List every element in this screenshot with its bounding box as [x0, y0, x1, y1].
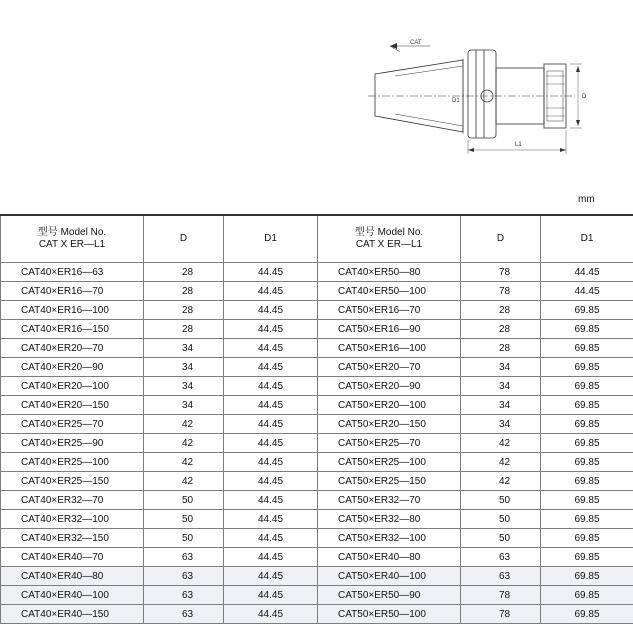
cell-d1: 69.85	[541, 320, 633, 339]
cell-d1: 69.85	[541, 453, 633, 472]
cell-d: 42	[144, 472, 224, 491]
cell-model: CAT50×ER25—70	[318, 434, 461, 453]
cell-d: 28	[144, 263, 224, 282]
cell-d: 42	[461, 453, 541, 472]
cell-d1: 69.85	[541, 377, 633, 396]
header-model	[1, 215, 144, 263]
cell-d: 63	[461, 567, 541, 586]
cell-d1: 69.85	[541, 605, 633, 624]
cell-model: CAT40×ER40—100	[1, 586, 144, 605]
table-body	[1, 263, 633, 624]
cell-model: CAT40×ER20—100	[1, 377, 144, 396]
cell-d1: 69.85	[541, 548, 633, 567]
cell-d1: 44.45	[224, 320, 318, 339]
header-model-line2: CAT X ER—L1	[355, 239, 423, 250]
cell-model: CAT40×ER25—70	[1, 415, 144, 434]
cell-model: CAT40×ER16—63	[1, 263, 144, 282]
cell-model: CAT50×ER50—90	[318, 586, 461, 605]
cell-d: 34	[461, 377, 541, 396]
cell-d1: 44.45	[224, 339, 318, 358]
cell-d1: 69.85	[541, 301, 633, 320]
cell-d: 28	[461, 301, 541, 320]
cell-d1: 44.45	[224, 605, 318, 624]
cell-model: CAT50×ER32—100	[318, 529, 461, 548]
table-row	[1, 567, 633, 586]
cell-d: 63	[144, 567, 224, 586]
header-model-line1: 型号 Model No.	[37, 227, 107, 238]
d-label: D	[582, 94, 587, 100]
table-row	[1, 396, 633, 415]
cell-model: CAT50×ER20—100	[318, 396, 461, 415]
spec-table	[0, 214, 633, 624]
cell-d1: 44.45	[224, 282, 318, 301]
cell-d: 34	[461, 396, 541, 415]
cell-d: 78	[461, 263, 541, 282]
table-row	[1, 339, 633, 358]
cell-d: 63	[144, 548, 224, 567]
cell-model: CAT40×ER50—100	[318, 282, 461, 301]
header-d: D	[144, 215, 224, 263]
cell-model: CAT40×ER40—150	[1, 605, 144, 624]
table-row	[1, 301, 633, 320]
cell-d1: 44.45	[224, 472, 318, 491]
table-row	[1, 529, 633, 548]
cell-d1: 44.45	[224, 377, 318, 396]
cell-d: 34	[144, 358, 224, 377]
table-row	[1, 548, 633, 567]
cell-model: CAT40×ER40—70	[1, 548, 144, 567]
cell-d1: 44.45	[224, 358, 318, 377]
cat-label: CAT	[410, 40, 422, 46]
header-model-line2: CAT X ER—L1	[38, 239, 106, 250]
cell-model: CAT50×ER25—150	[318, 472, 461, 491]
table-header-row	[1, 215, 633, 263]
cell-d1: 44.45	[541, 263, 633, 282]
cell-d1: 69.85	[541, 434, 633, 453]
cell-d: 42	[144, 434, 224, 453]
cell-model: CAT50×ER16—70	[318, 301, 461, 320]
cell-d: 78	[461, 586, 541, 605]
cell-d: 78	[461, 282, 541, 301]
cell-d1: 69.85	[541, 358, 633, 377]
cell-d: 34	[461, 415, 541, 434]
table-row	[1, 453, 633, 472]
cell-d: 63	[144, 605, 224, 624]
cell-model: CAT40×ER16—150	[1, 320, 144, 339]
table-row	[1, 586, 633, 605]
cell-d: 50	[144, 529, 224, 548]
table-row	[1, 434, 633, 453]
cell-d1: 69.85	[541, 339, 633, 358]
cell-d1: 44.45	[224, 548, 318, 567]
cell-model: CAT40×ER25—150	[1, 472, 144, 491]
cell-d: 34	[144, 339, 224, 358]
table-row	[1, 491, 633, 510]
cell-d: 50	[461, 510, 541, 529]
cell-model: CAT40×ER20—90	[1, 358, 144, 377]
cell-d1: 44.45	[224, 453, 318, 472]
table-row	[1, 377, 633, 396]
cell-d1: 69.85	[541, 396, 633, 415]
cell-d1: 44.45	[224, 567, 318, 586]
flange-outline	[468, 50, 496, 138]
header-d1: D1	[224, 215, 318, 263]
header-model-right	[318, 215, 461, 263]
cell-model: CAT40×ER25—100	[1, 453, 144, 472]
cell-d1: 44.45	[224, 586, 318, 605]
header-model-line1: 型号 Model No.	[354, 227, 424, 238]
cell-d: 42	[461, 472, 541, 491]
cell-d1: 69.85	[541, 586, 633, 605]
cell-model: CAT50×ER25—100	[318, 453, 461, 472]
table-row	[1, 605, 633, 624]
cell-model: CAT50×ER20—70	[318, 358, 461, 377]
cell-d1: 69.85	[541, 510, 633, 529]
cell-model: CAT40×ER32—70	[1, 491, 144, 510]
cell-model: CAT40×ER20—70	[1, 339, 144, 358]
cell-d: 34	[144, 377, 224, 396]
table-row	[1, 320, 633, 339]
cell-model: CAT50×ER16—100	[318, 339, 461, 358]
table-row	[1, 263, 633, 282]
cell-model: CAT50×ER50—100	[318, 605, 461, 624]
cell-model: CAT40×ER16—70	[1, 282, 144, 301]
table-row	[1, 472, 633, 491]
table-row	[1, 282, 633, 301]
table-row	[1, 415, 633, 434]
cell-model: CAT40×ER32—150	[1, 529, 144, 548]
cell-model: CAT40×ER16—100	[1, 301, 144, 320]
cell-model: CAT50×ER32—80	[318, 510, 461, 529]
cell-model: CAT50×ER40—80	[318, 548, 461, 567]
cell-d: 63	[461, 548, 541, 567]
unit-label: mm	[578, 194, 595, 205]
cell-d1: 44.45	[224, 529, 318, 548]
cell-d1: 44.45	[224, 510, 318, 529]
cell-d1: 69.85	[541, 415, 633, 434]
cell-d1: 44.45	[224, 491, 318, 510]
cell-d1: 44.45	[224, 301, 318, 320]
cell-model: CAT40×ER32—100	[1, 510, 144, 529]
cell-d: 42	[144, 415, 224, 434]
cell-d: 28	[461, 339, 541, 358]
l1-label: L1	[515, 142, 522, 148]
cell-model: CAT50×ER20—90	[318, 377, 461, 396]
cell-d: 50	[461, 491, 541, 510]
cell-model: CAT50×ER20—150	[318, 415, 461, 434]
cell-d1: 69.85	[541, 491, 633, 510]
cell-model: CAT50×ER32—70	[318, 491, 461, 510]
cell-d1: 69.85	[541, 567, 633, 586]
table-row	[1, 510, 633, 529]
cell-model: CAT40×ER20—150	[1, 396, 144, 415]
cell-model: CAT40×ER40—80	[1, 567, 144, 586]
table-row	[1, 358, 633, 377]
cell-d1: 44.45	[224, 263, 318, 282]
cell-d: 28	[144, 282, 224, 301]
cell-d: 34	[461, 358, 541, 377]
cell-d: 50	[461, 529, 541, 548]
cell-d: 50	[144, 491, 224, 510]
header-d1-right: D1	[541, 215, 633, 263]
cell-d: 28	[461, 320, 541, 339]
cell-model: CAT40×ER50—80	[318, 263, 461, 282]
cell-d1: 44.45	[224, 415, 318, 434]
cell-d: 78	[461, 605, 541, 624]
header-d-right: D	[461, 215, 541, 263]
cell-d1: 44.45	[224, 434, 318, 453]
tool-holder-drawing	[360, 36, 610, 161]
cell-model: CAT50×ER16—90	[318, 320, 461, 339]
cell-model: CAT40×ER25—90	[1, 434, 144, 453]
cell-d: 42	[461, 434, 541, 453]
cell-model: CAT50×ER40—100	[318, 567, 461, 586]
cell-d1: 44.45	[224, 396, 318, 415]
cell-d: 28	[144, 301, 224, 320]
cell-d: 34	[144, 396, 224, 415]
cell-d: 28	[144, 320, 224, 339]
cell-d1: 69.85	[541, 529, 633, 548]
cell-d1: 44.45	[541, 282, 633, 301]
cell-d: 50	[144, 510, 224, 529]
cell-d1: 69.85	[541, 472, 633, 491]
cell-d: 42	[144, 453, 224, 472]
d1-label: D1	[452, 98, 460, 104]
cell-d: 63	[144, 586, 224, 605]
